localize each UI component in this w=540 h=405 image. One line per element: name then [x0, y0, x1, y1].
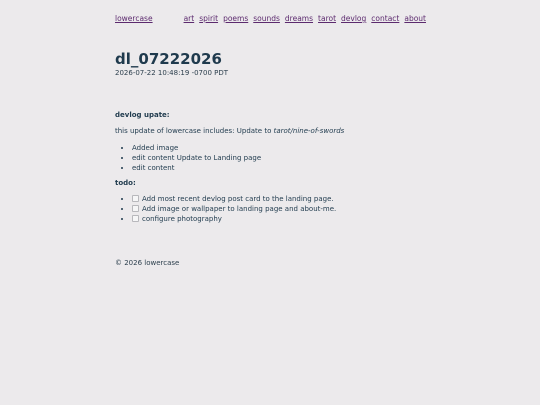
- site-header: [115, 14, 426, 26]
- nav-link-contact[interactable]: contact: [371, 14, 400, 23]
- post-timestamp: 2026-07-22 10:48:19 -0700 PDT: [115, 69, 229, 77]
- nav-link-dreams[interactable]: dreams: [284, 14, 314, 23]
- post-title: dl_07222026: [115, 50, 222, 68]
- main-nav: [179, 14, 426, 23]
- update-intro-link: tarot/nine-of-swords: [273, 127, 345, 135]
- todo-item: [132, 204, 336, 214]
- update-intro: [115, 127, 344, 135]
- todo-checkbox[interactable]: [132, 205, 139, 212]
- todo-item: [132, 214, 336, 224]
- change-item: • edit content Update to Landing page: [132, 153, 261, 163]
- nav-link-art[interactable]: art: [183, 14, 195, 23]
- todo-label: Add most recent devlog post card to the landing page.: [142, 195, 334, 203]
- todo-checkbox[interactable]: [132, 215, 139, 222]
- nav-link-about[interactable]: about: [404, 14, 426, 23]
- todo-list: [115, 194, 336, 225]
- todo-checkbox[interactable]: [132, 195, 139, 202]
- todo-item: [132, 194, 336, 204]
- todo-heading: todo:: [115, 179, 136, 187]
- nav-link-sounds[interactable]: sounds: [253, 14, 280, 23]
- nav-link-poems[interactable]: poems: [223, 14, 249, 23]
- todo-label: Add image or wallpaper to landing page and about-me.: [142, 205, 337, 214]
- changes-list: [115, 143, 261, 174]
- update-intro-text: this update of lowercase includes: Update to: [115, 127, 272, 135]
- change-item: • edit content: [132, 163, 261, 173]
- site-home-link[interactable]: lowercase: [115, 14, 153, 23]
- nav-link-spirit[interactable]: spirit: [199, 14, 219, 23]
- change-item: • Added image: [132, 143, 261, 153]
- nav-link-tarot[interactable]: tarot: [318, 14, 337, 23]
- nav-link-devlog[interactable]: devlog: [341, 14, 367, 23]
- update-heading: devlog upate:: [115, 111, 170, 119]
- todo-label: configure photography: [142, 215, 222, 224]
- footer-copyright: © 2026 lowercase: [115, 259, 180, 267]
